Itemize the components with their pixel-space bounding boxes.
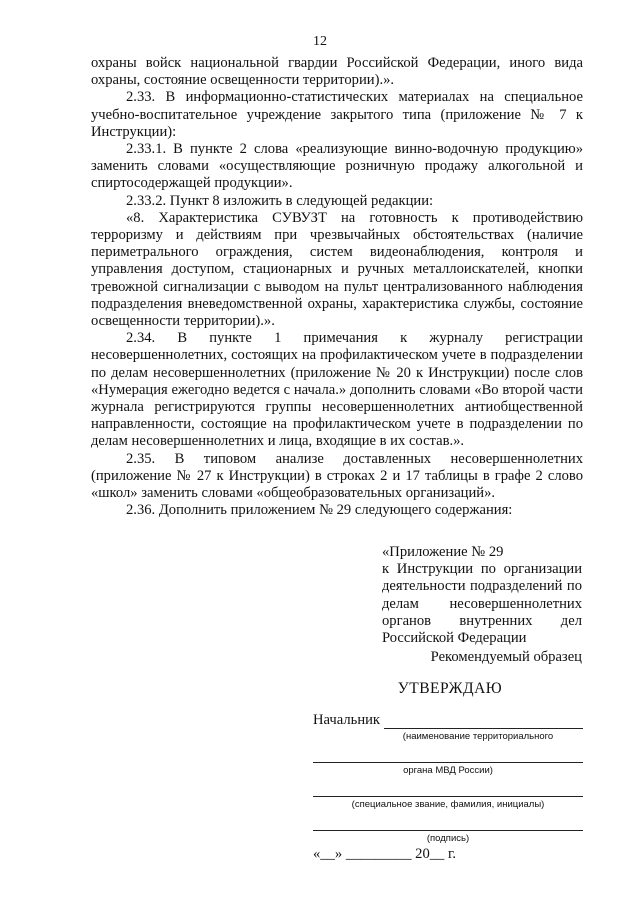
caption-org-mvd: органа МВД России): [403, 765, 493, 776]
paragraph: 2.36. Дополнить приложением № 29 следующего содержания:: [126, 502, 513, 519]
document-body: [91, 55, 583, 519]
paragraph: 2.33.2. Пункт 8 изложить в следующей редакции:: [126, 192, 434, 209]
org-line: [313, 746, 583, 763]
head-line: [384, 712, 583, 729]
annex-text: к Инструкции по организации деятельности подразделений по делам несовершеннолетних органов внутренних дел Российской Федерации: [382, 561, 582, 647]
caption-rank: (специальное звание, фамилия, инициалы): [351, 799, 545, 810]
paragraph: 2.35. В типовом анализе доставленных несовершеннолетних (приложение № 27 к Инструкции) в строках 2 и 17 таблицы в графе 2 слово «школ» заменить словами «общеобразовательных организаций».: [91, 450, 583, 502]
rank-line: [313, 780, 583, 797]
signature-line: [313, 814, 583, 831]
paragraph: 2.33.1. В пункте 2 слова «реализующие винно-водочную продукцию» заменить словами «осуществляющие розничную продажу алкогольной и спиртосодержащей продукции».: [91, 141, 583, 192]
annex-header: [382, 544, 582, 647]
page-number: 12: [313, 34, 327, 49]
paragraph: «8. Характеристика СУВУЗТ на готовность к противодействию терроризму и действиям при чрезвычайных обстоятельствах (наличие периметрального ограждения, систем видеонаблюдения, контроля и управления доступом, стационарных и ручных металлоискателей, кнопки тревожной сигнализации с выводом на пульт централизованного наблюдения подразделения вневедомственной охраны, характеристика службы, состояние освещенности территории).».: [91, 209, 583, 330]
head-label: Начальник: [313, 712, 381, 728]
head-row: [313, 712, 583, 729]
paragraph: 2.34. В пункте 1 примечания к журналу регистрации несовершеннолетних, состоящих на профилактическом учете в подразделении по делам несовершеннолетних (приложение № 20 к Инструкции) после слов «Нумерация ежегодно ведется с начала.» дополнить словами «Во второй части журнала регистрируются группы несовершеннолетних антиобщественной направленности, состоящие на профилактическом учете в подразделении по делам несовершеннолетних и лица, входящие в их состав.».: [91, 330, 583, 450]
caption-org-name: (наименование территориального: [402, 731, 554, 742]
annex-title: «Приложение № 29: [382, 544, 504, 560]
paragraph: охраны войск национальной гвардии Российской Федерации, иного вида охраны, состояние освещенности территории).».: [91, 55, 583, 89]
approve-label: УТВЕРЖДАЮ: [397, 680, 503, 697]
caption-signature: (подпись): [426, 833, 470, 844]
sample-label: Рекомендуемый образец: [430, 649, 582, 665]
approval-form: [313, 712, 583, 863]
paragraph: 2.33. В информационно-статистических материалах на специальное учебно-воспитательное учреждение закрытого типа (приложение № 7 к Инструкции):: [91, 89, 583, 140]
date-field: «__» _________ 20__ г.: [313, 846, 456, 862]
